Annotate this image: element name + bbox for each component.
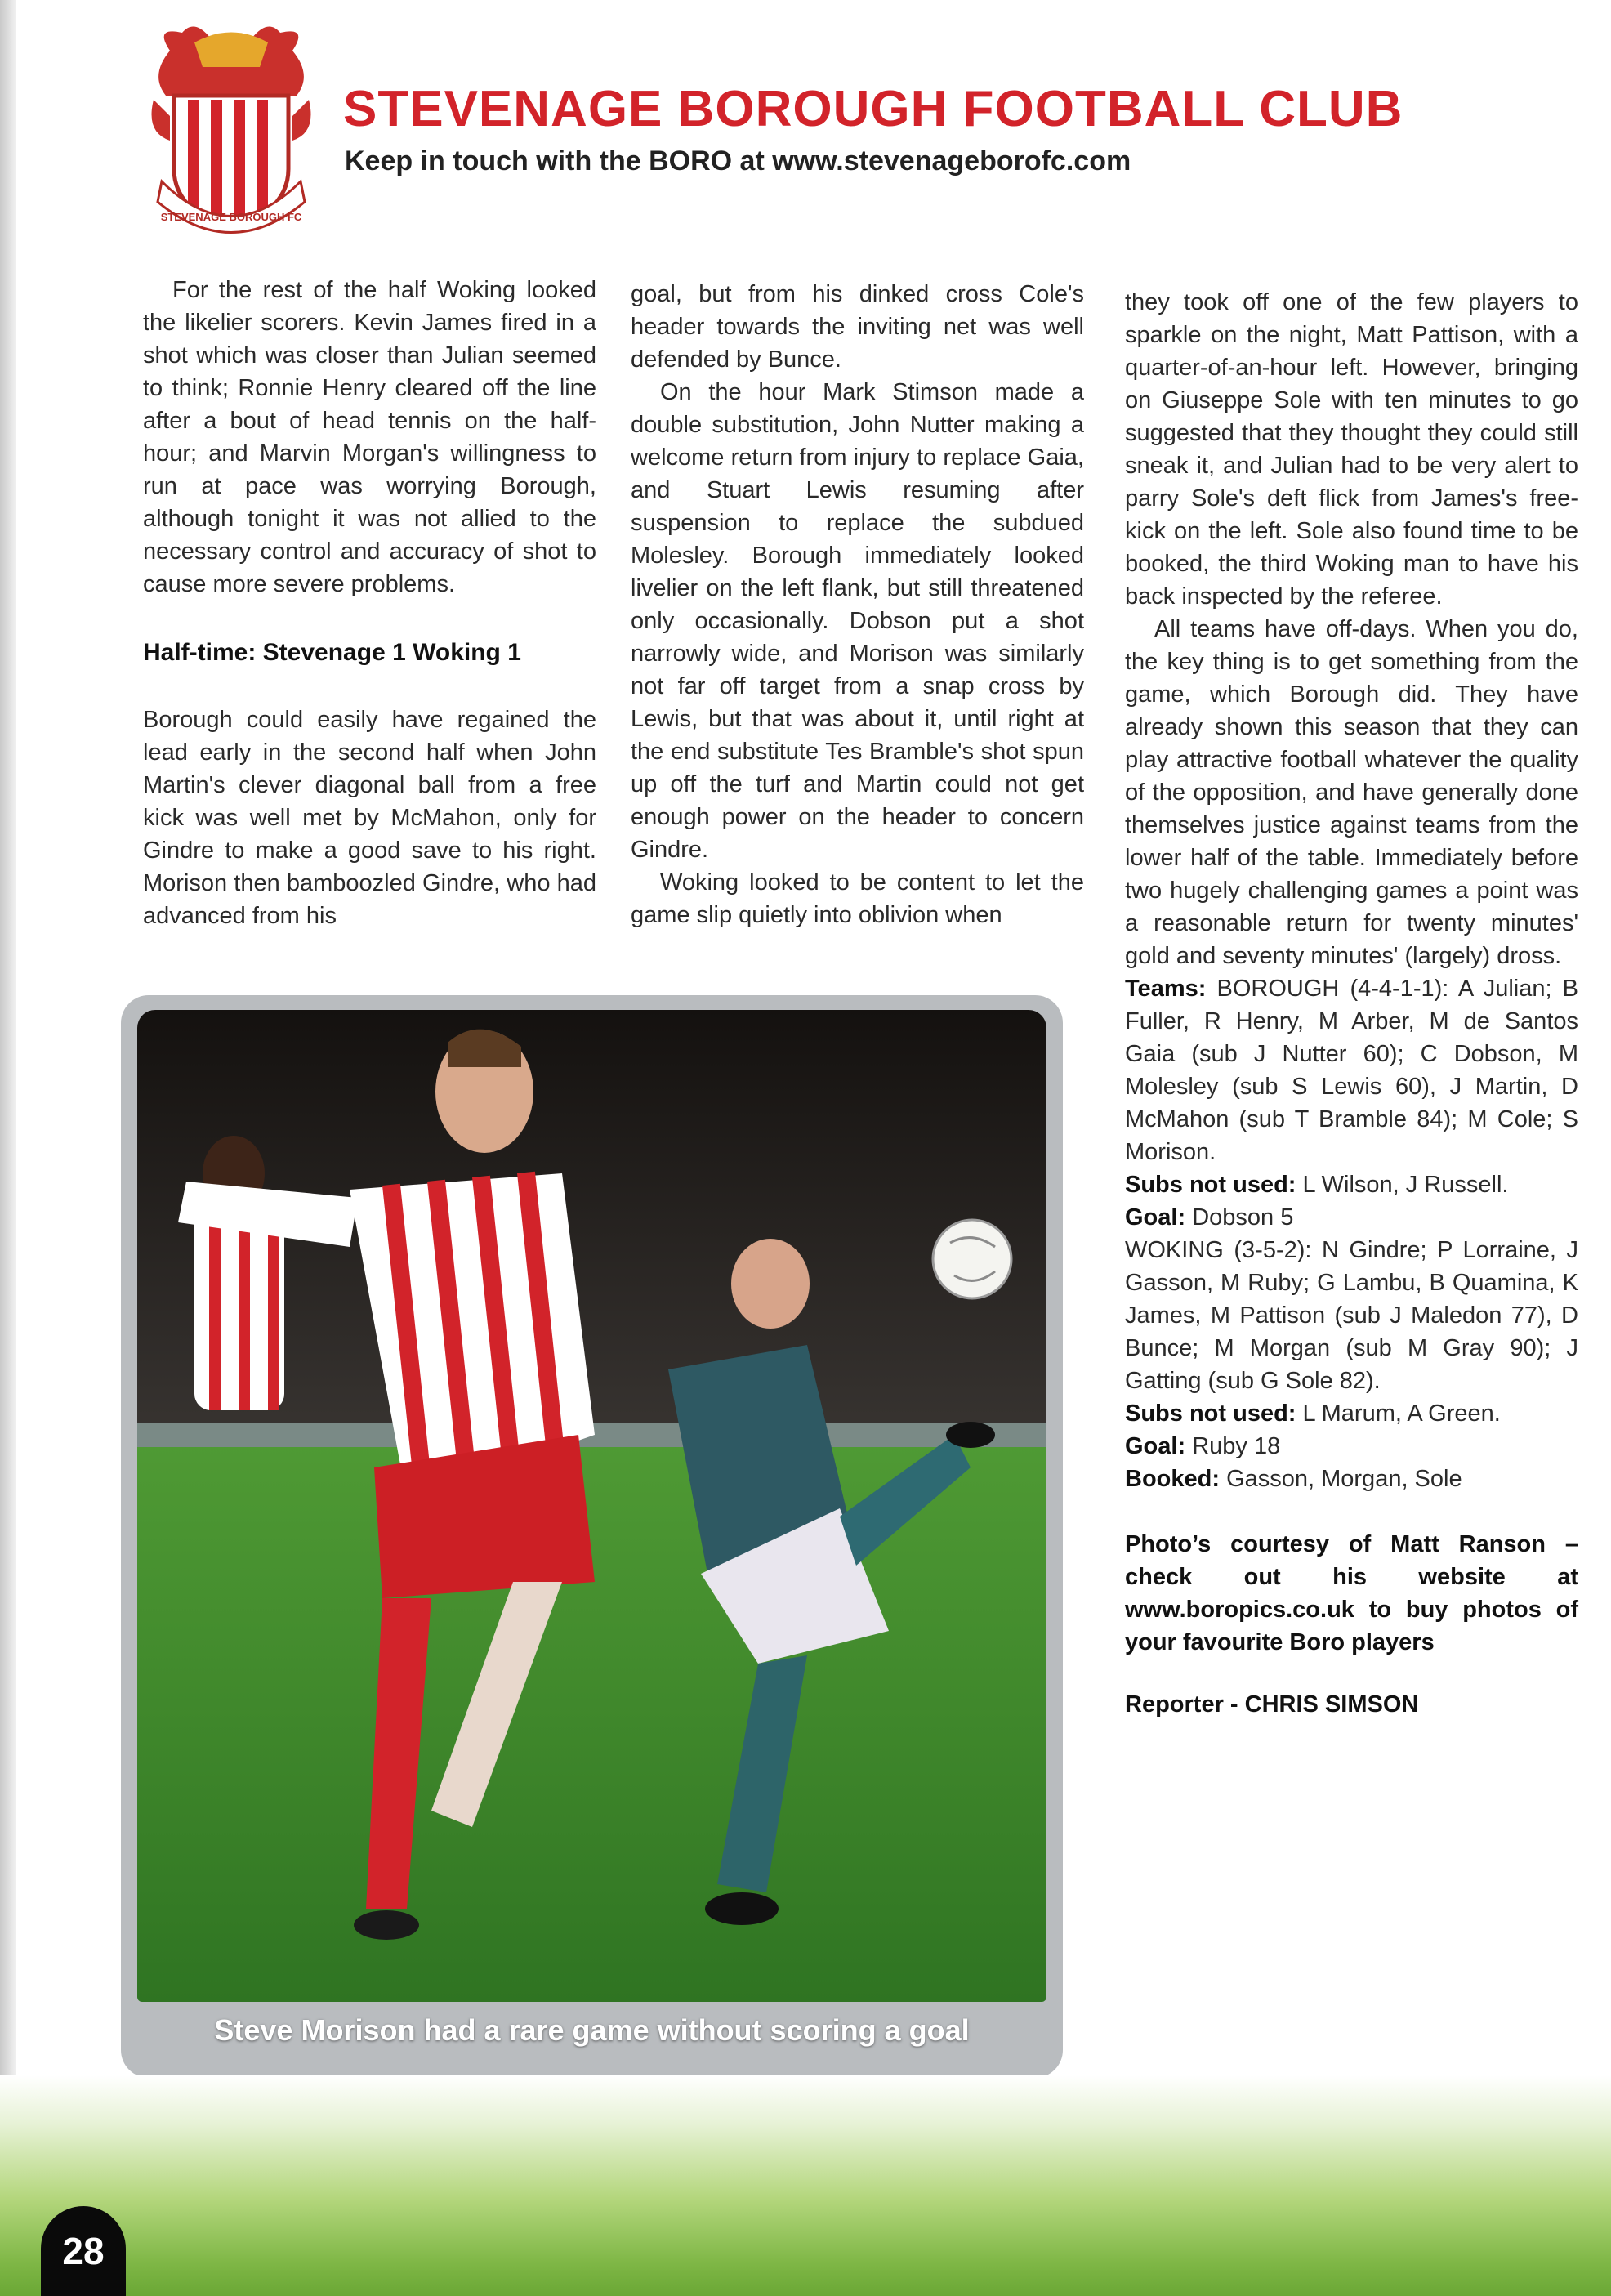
goal-label: Goal: — [1125, 1433, 1186, 1459]
article-paragraph: For the rest of the half Woking looked the likelier scorers. Kevin James fired in a shot which was closer than Julian seemed to think; Ronnie Henry cleared off the line after a bout of head tennis on the half-hour; and Marvin Morgan's willingness to run at pace was worrying Borough, although tonight it was not allied to the necessary control and accuracy of shot to cause more severe problems. — [143, 277, 596, 597]
woking-subs — [1125, 1397, 1578, 1430]
page-spine-shadow — [0, 0, 16, 2296]
article-paragraph: On the hour Mark Stimson made a double substitution, John Nutter making a welcome return from injury to replace Gaia, and Stuart Lewis resuming after suspension to replace the subdued Molesley. Borough immediately looked livelier on the left flank, but still threatened only occasionally. Dobson put a shot narrowly wide, and Morison was similarly not far off target from a snap cross by Lewis, but that was about it, until right at the end substitute Tes Bramble's shot spun up off the turf and Martin could not get enough power on the header to concern Gindre. — [631, 379, 1084, 863]
article-column-1 — [143, 274, 596, 932]
woking-subs-text: L Marum, A Green. — [1302, 1400, 1501, 1427]
woking-goal-text: Ruby 18 — [1192, 1433, 1281, 1459]
photo-frame — [121, 995, 1063, 2078]
teams-label: Teams: — [1125, 976, 1207, 1002]
reporter-credit: Reporter - CHRIS SIMSON — [1125, 1691, 1419, 1718]
club-crest-logo — [137, 18, 325, 247]
club-website-tagline: Keep in touch with the BORO at www.stevenageborofc.com — [345, 145, 1131, 176]
halftime-score-heading: Half-time: Stevenage 1 Woking 1 — [143, 639, 521, 666]
article-paragraph: goal, but from his dinked cross Cole's header towards the inviting net was well defended by Bunce. — [631, 281, 1084, 373]
match-photo-illustration — [137, 1010, 1046, 2002]
borough-goal — [1125, 1201, 1578, 1234]
article-column-3 — [1125, 286, 1578, 1721]
goal-label: Goal: — [1125, 1204, 1186, 1231]
page-number: 28 — [41, 2206, 126, 2296]
borough-subs-text: L Wilson, J Russell. — [1302, 1172, 1509, 1198]
match-photo — [137, 1010, 1046, 2002]
club-title: STEVENAGE BOROUGH FOOTBALL CLUB — [343, 81, 1403, 137]
svg-text:STEVENAGE BOROUGH FC: STEVENAGE BOROUGH FC — [160, 211, 302, 223]
booked-text: Gasson, Morgan, Sole — [1226, 1466, 1462, 1492]
borough-subs — [1125, 1168, 1578, 1201]
borough-goal-text: Dobson 5 — [1192, 1204, 1294, 1231]
photo-caption: Steve Morison had a rare game without scoring a goal — [214, 2013, 970, 2047]
grass-footer-background — [0, 2075, 1611, 2296]
article-paragraph: Woking looked to be content to let the game slip quietly into oblivion when — [631, 869, 1084, 928]
article-paragraph: All teams have off-days. When you do, the key thing is to get something from the game, which Borough did. They have already shown this season that they can play attractive football whatever the quality of the opposition, and have generally done themselves justice against teams from the lower half of the table. Immediately before two hugely challenging games a point was a reasonable return for twenty minutes' gold and seventy minutes' (largely) dross. — [1125, 616, 1578, 969]
photo-credit: Photo’s courtesy of Matt Ranson – check out his website at www.boropics.co.uk to buy photos of your favourite Boro players — [1125, 1531, 1578, 1655]
subs-label: Subs not used: — [1125, 1400, 1296, 1427]
borough-lineup — [1125, 972, 1578, 1168]
borough-lineup-text: BOROUGH (4-4-1-1): A Julian; B Fuller, R Henry, M Arber, M de Santos Gaia (sub J Nutter 60); C Dobson, M Molesley (sub S Lewis 60), J Martin, D McMahon (sub T Bramble 84); M Cole; S Morison. — [1125, 976, 1578, 1165]
woking-lineup: WOKING (3-5-2): N Gindre; P Lorraine, J Gasson, M Ruby; G Lambu, B Quamina, K James, M Pattison (sub J Maledon 77), D Bunce; M Morgan (sub M Gray 90); J Gatting (sub G Sole 82). — [1125, 1237, 1578, 1394]
woking-goal — [1125, 1430, 1578, 1463]
booked-players — [1125, 1463, 1578, 1495]
article-paragraph: Borough could easily have regained the lead early in the second half when John Martin's clever diagonal ball from a free kick was well met by McMahon, only for Gindre to make a good save to his right. Morison then bamboozled Gindre, who had advanced from his — [143, 707, 596, 929]
subs-label: Subs not used: — [1125, 1172, 1296, 1198]
booked-label: Booked: — [1125, 1466, 1220, 1492]
article-column-2 — [631, 278, 1084, 931]
article-paragraph: they took off one of the few players to sparkle on the night, Matt Pattison, with a quarter-of-an-hour left. However, bringing on Giuseppe Sole with ten minutes to go suggested that they thought they could still sneak it, and Julian had to be very alert to parry Sole's deft flick from James's free-kick on the left. Sole also found time to be booked, the third Woking man to have his back inspected by the referee. — [1125, 289, 1578, 610]
